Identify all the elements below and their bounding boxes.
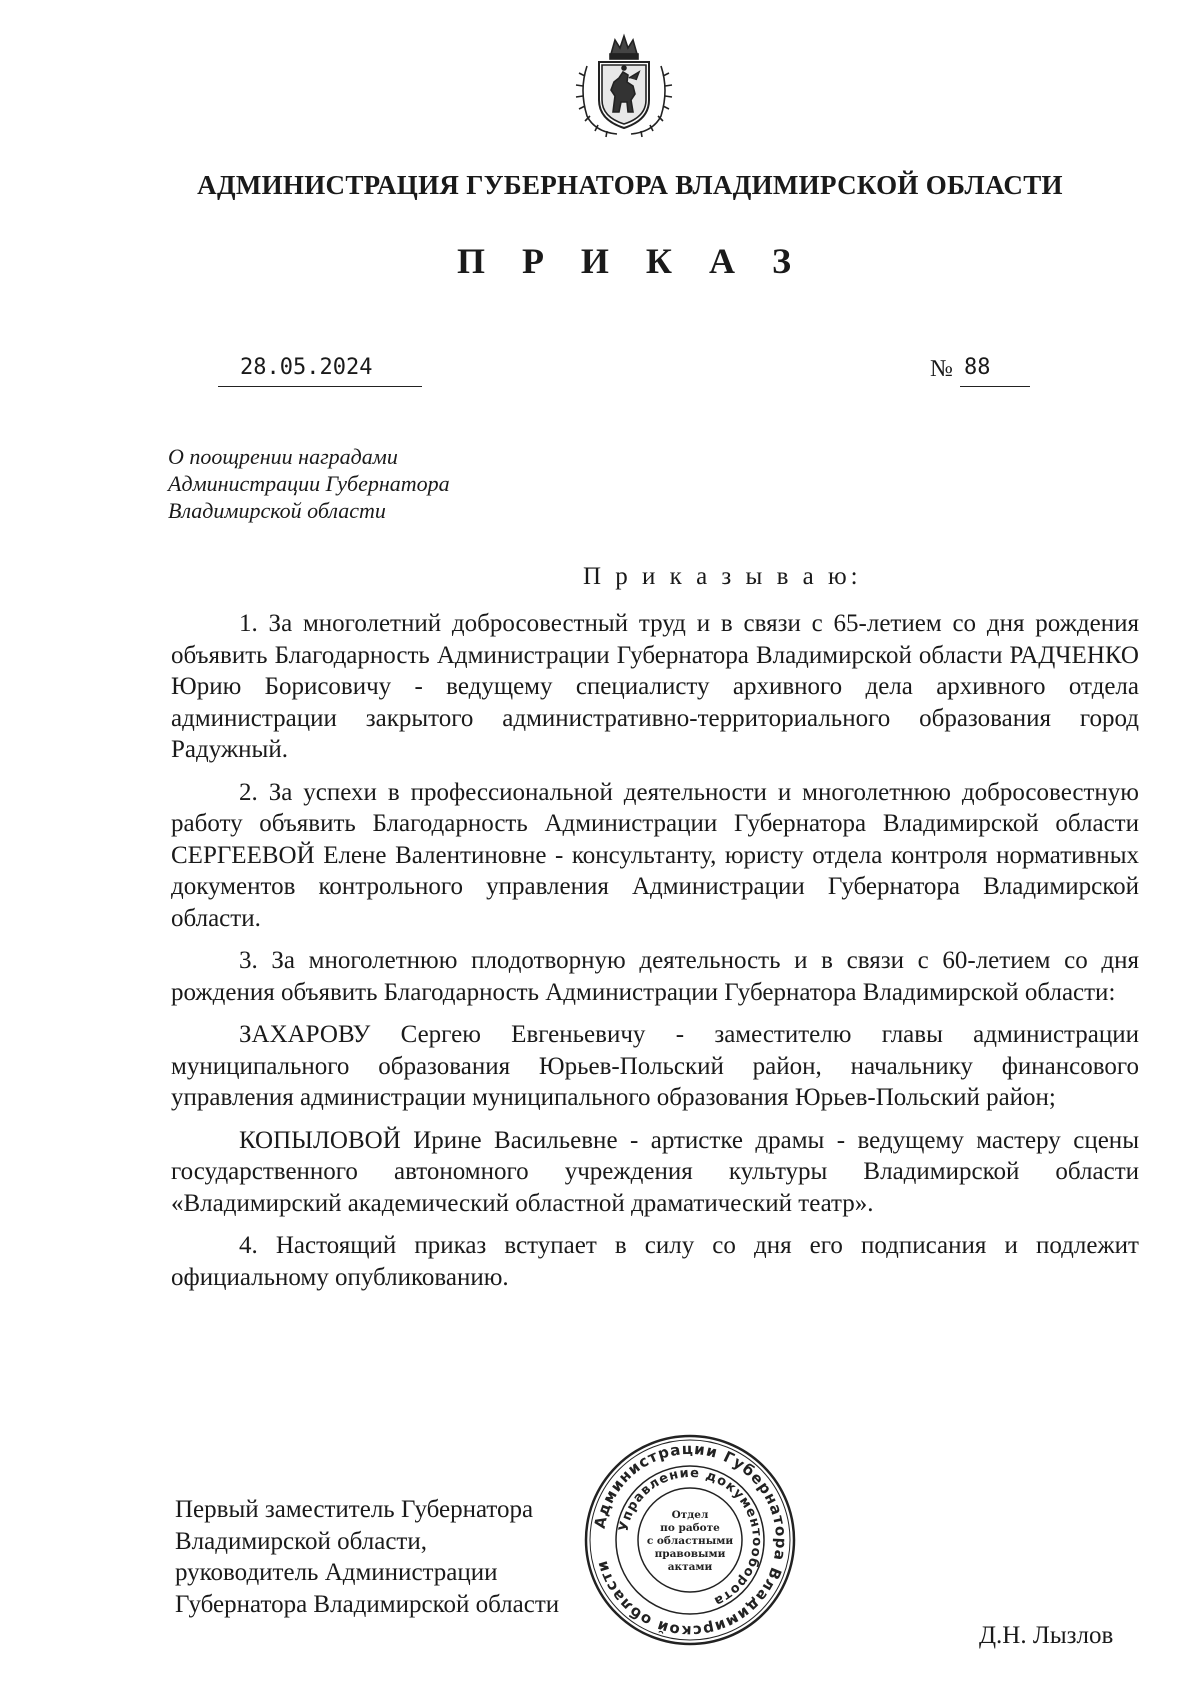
stamp-center-line: правовыми: [654, 1548, 726, 1560]
stamp-center-line: с областными: [646, 1535, 734, 1547]
document-body: [171, 608, 1139, 1304]
round-seal-icon: [582, 1432, 798, 1648]
signatory-name: Д.Н. Лызлов: [979, 1622, 1114, 1649]
paragraph-2: 2. За успехи в профессиональной деятельности и многолетнюю добросовестную работу объявить Благодарность Администрации Губернатора Владимирской области СЕРГЕЕВОЙ Елене Валентиновне - консультанту, юристу отдела контроля нормативных документов контрольного управления Администрации Губернатора Владимирской области.: [171, 778, 1139, 932]
signatory-line: Владимирской области,: [175, 1527, 427, 1555]
document-type-title: П Р И К А З: [456, 241, 806, 281]
stamp-center-line: Отдел: [671, 1509, 709, 1521]
subject-line: Администрации Губернатора: [168, 471, 450, 496]
stamp-center-line: по работе: [660, 1522, 720, 1534]
vladimir-region-coat-of-arms-icon: [573, 32, 675, 138]
official-stamp: [582, 1432, 798, 1648]
subject-line: О поощрении наградами: [168, 444, 398, 469]
paragraph-3-awardee-1: ЗАХАРОВУ Сергею Евгеньевичу - заместителю главы администрации муниципального образования Юрьев-Польский район, начальнику финансового управления администрации муниципального образования Юрьев-Польский район;: [171, 1021, 1139, 1111]
signatory-line: Первый заместитель Губернатора: [175, 1496, 534, 1523]
subject-line: Владимирской области: [168, 498, 386, 523]
paragraph-3: 3. За многолетнюю плодотворную деятельность и в связи с 60-летием со дня рождения объявить Благодарность Администрации Губернатора Владимирской области:: [171, 947, 1139, 1006]
document-number: 88: [960, 355, 1030, 387]
paragraph-4: 4. Настоящий приказ вступает в силу со дня его подписания и подлежит официальному опубликованию.: [171, 1232, 1139, 1291]
signatory-line: Губернатора Владимирской области: [175, 1590, 560, 1618]
svg-text:Администрации Губернатора Влад: Администрации Губернатора Владимирской области: [590, 1439, 791, 1641]
organization-name: АДМИНИСТРАЦИЯ ГУБЕРНАТОРА ВЛАДИМИРСКОЙ ОБЛАСТИ: [197, 170, 1063, 200]
signatory-line: руководитель Администрации: [175, 1559, 498, 1586]
signatory-position: [175, 1494, 615, 1620]
stamp-center-line: актами: [667, 1561, 713, 1573]
document-subject: [168, 443, 568, 524]
svg-text:Управление документооборота: Управление документооборота: [616, 1465, 765, 1609]
paragraph-1: 1. За многолетний добросовестный труд и в связи с 65-летием со дня рождения объявить Благодарность Администрации Губернатора Владимирской области РАДЧЕНКО Юрию Борисовичу - ведущему специалисту архивного дела архивного отдела администрации закрытого административно-территориального образования город Радужный.: [171, 610, 1139, 763]
document-date: 28.05.2024: [218, 355, 422, 387]
coat-of-arms-emblem: [573, 32, 675, 138]
paragraph-3-awardee-2: КОПЫЛОВОЙ Ирине Васильевне - артистке драмы - ведущему мастеру сцены государственного автономного учреждения культуры Владимирской области «Владимирский академический областной драматический театр».: [171, 1126, 1139, 1217]
orders-heading: П р и к а з ы в а ю:: [583, 563, 862, 590]
number-sign: №: [930, 356, 953, 382]
